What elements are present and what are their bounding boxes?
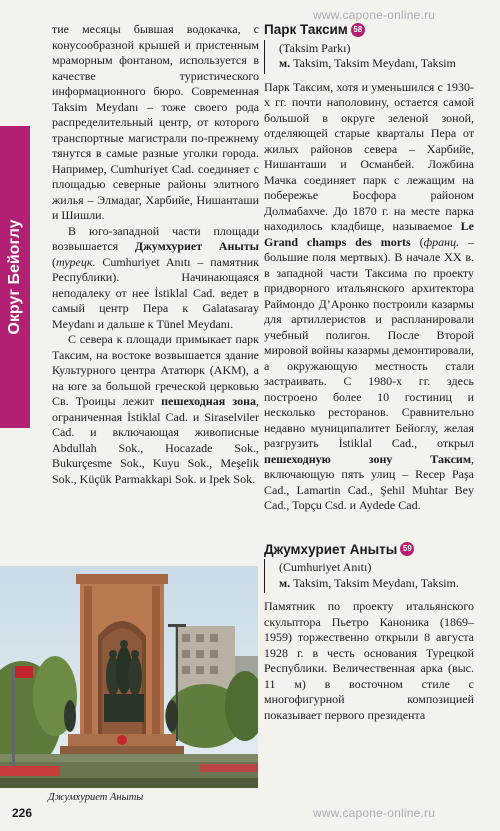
paragraph: В юго-западной части площади возвышается Джумхуриет Аныты (турецк. Cumhuriyet Anıtı – памятник Республики). Начинающаяся неподалеку от нее İstiklal Cad. ведет в самый центр Пера к Galatasaray Meydanı и дальше к Tünel Meydanı. [52,223,259,331]
district-side-tab [0,126,30,428]
language-note: франц. [423,234,460,249]
bold-term: пешеходную зону Таксим [264,451,471,466]
paragraph: Парк Таксим, хотя и уменьшился с 1930-х гг. почти наполовину, остается самой большой в округе зеленой зоной, отделяющей старые кварталы Пера от жилых районов севера – Харбийе, Нишанташи и Османбей. Ложбина Мачка соединяет парк с лежащим на побережье Босфора районом Долмабахче. До 1870 г. на месте парка находилось кладбище, называемое Le Grand champs des morts (франц. – большие поля мертвых). В начале XX в. в западной части Таксима по проекту придворного итальянского архитектора Раймондо Д’Аронко построили казармы для артиллеристов и распланировали учебный полигон. После Второй мировой войны казармы демонтировали, а окружающую местность стали застраивать. С 1980-х гг. здесь построено более 10 гостиниц и несколько ресторанов. Сравнительно недавно муниципалитет Бейоглу, желая разгрузить İstiklal Cad., открыл пешеходную зону Таксим, включающую пять улиц – Recep Paşa Cad., Lamartin Cad., Şehil Muhtar Bey Cad., Topçu Csd. и Aydede Cad. [264,79,475,512]
right-column [264,22,474,723]
turkish-name: (Cumhuriyet Anıtı) [279,560,372,574]
turkish-name: (Taksim Parkı) [279,40,351,55]
sight-number-badge: 58 [351,23,365,37]
sight-infobox [264,40,474,74]
bold-term: Джумхуриет Аныты [134,239,259,253]
sight-number-badge: 59 [400,542,414,556]
metro-line: м. Taksim, Taksim Meydanı, Taksim. [279,575,459,590]
watermark-top: www.capone-online.ru [313,8,436,22]
left-column [52,22,259,487]
monument-illustration [0,566,258,788]
bold-term: Le Grand champs des morts [264,219,474,249]
language-note: турецк. [56,254,96,269]
photo-caption: Джумхуриет Аныты [48,792,144,803]
sight-heading: Джумхуриет Аныты 59 [264,542,474,558]
paragraph: тие месяцы бывшая водокачка, с конусообразной крышей и пристенным мраморным фонтаном, используется в качестве туристического информационного бюро. Современная Taksim Meydanı – тоже своего рода распределительный центр, от которого транспортные магистрали по-прежнему тянутся в самые разные уголки города. Например, Cumhuriyet Cad. соединяет с площадью северные районы элитного жилья – Элмадаг, Харбийе, Нишанташи и Шишли. [52,22,259,222]
page-number: 226 [12,806,33,820]
district-tab-label: Округ Бейоглу [6,219,23,335]
watermark-bottom: www.capone-online.ru [313,806,436,820]
monument-photo [0,566,258,788]
sight-heading: Парк Таксим 58 [264,22,474,38]
paragraph: С севера к площади примыкает парк Таксим, на востоке возвышается здание Культурного центра Ататюрк (AKM), а на юге за большой греческой церковью Св. Троицы лежит пешеходная зона, ограниченная İstiklal Cad. и Siraselviler Cad. и включающая живописные Abdullah Sok., Hocazade Sok., Bukurçesme Sok., Kuyu Sok., Meşelik Sok., Küçük Parmakkapi Sok. и Ipek Sok. [52,332,259,486]
paragraph: Памятник по проекту итальянского скульптора Пьетро Каноника (1869–1959) торжественно открыли 8 августа 1928 г. в честь основания Турецкой Республики. Величественная арка (выс. 11 м) в восточном стиле с многофигурной композицией показывает первого президента [264,599,474,722]
bold-term: пешеходная зона [161,394,256,408]
sight-infobox [264,559,474,593]
metro-line: м. Taksim, Taksim Meydanı, Taksim [279,56,456,70]
